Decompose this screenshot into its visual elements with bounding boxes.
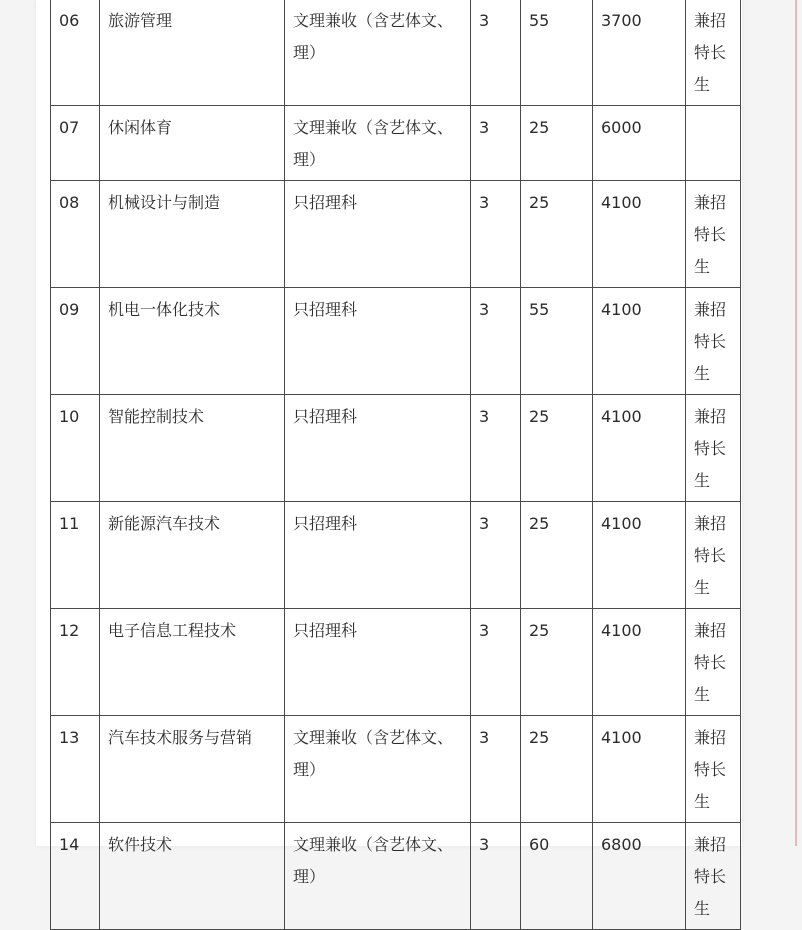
cell-fee: 4100 bbox=[593, 395, 686, 502]
cell-plan: 60 bbox=[521, 823, 593, 930]
cell-no: 08 bbox=[51, 181, 100, 288]
cell-fee: 6800 bbox=[593, 823, 686, 930]
cell-years: 3 bbox=[471, 0, 521, 106]
table-row bbox=[51, 609, 741, 716]
cell-plan: 55 bbox=[521, 288, 593, 395]
cell-plan: 25 bbox=[521, 395, 593, 502]
cell-note bbox=[686, 106, 741, 181]
cell-plan: 25 bbox=[521, 716, 593, 823]
cell-requirement: 只招理科 bbox=[285, 181, 471, 288]
cell-no: 12 bbox=[51, 609, 100, 716]
cell-fee: 6000 bbox=[593, 106, 686, 181]
table-row bbox=[51, 0, 741, 106]
cell-fee: 4100 bbox=[593, 181, 686, 288]
cell-years: 3 bbox=[471, 823, 521, 930]
cell-requirement: 只招理科 bbox=[285, 502, 471, 609]
cell-note: 兼招特长生 bbox=[686, 0, 741, 106]
cell-note: 兼招特长生 bbox=[686, 609, 741, 716]
cell-note: 兼招特长生 bbox=[686, 288, 741, 395]
cell-fee: 3700 bbox=[593, 0, 686, 106]
table-row bbox=[51, 181, 741, 288]
cell-requirement: 文理兼收（含艺体文、理） bbox=[285, 0, 471, 106]
cell-years: 3 bbox=[471, 395, 521, 502]
cell-note: 兼招特长生 bbox=[686, 181, 741, 288]
cell-major: 电子信息工程技术 bbox=[100, 609, 285, 716]
cell-no: 14 bbox=[51, 823, 100, 930]
cell-fee: 4100 bbox=[593, 502, 686, 609]
cell-requirement: 文理兼收（含艺体文、理） bbox=[285, 716, 471, 823]
cell-plan: 55 bbox=[521, 0, 593, 106]
cell-plan: 25 bbox=[521, 181, 593, 288]
cell-requirement: 只招理科 bbox=[285, 288, 471, 395]
cell-major: 旅游管理 bbox=[100, 0, 285, 106]
table-row bbox=[51, 106, 741, 181]
cell-fee: 4100 bbox=[593, 288, 686, 395]
cell-no: 09 bbox=[51, 288, 100, 395]
cell-years: 3 bbox=[471, 106, 521, 181]
cell-no: 13 bbox=[51, 716, 100, 823]
table-row bbox=[51, 395, 741, 502]
cell-no: 10 bbox=[51, 395, 100, 502]
cell-years: 3 bbox=[471, 609, 521, 716]
cell-plan: 25 bbox=[521, 502, 593, 609]
cell-no: 07 bbox=[51, 106, 100, 181]
cell-major: 休闲体育 bbox=[100, 106, 285, 181]
cell-fee: 4100 bbox=[593, 609, 686, 716]
cell-major: 汽车技术服务与营销 bbox=[100, 716, 285, 823]
cell-no: 06 bbox=[51, 0, 100, 106]
cell-requirement: 文理兼收（含艺体文、理） bbox=[285, 823, 471, 930]
cell-years: 3 bbox=[471, 502, 521, 609]
cell-years: 3 bbox=[471, 181, 521, 288]
cell-no: 11 bbox=[51, 502, 100, 609]
cell-note: 兼招特长生 bbox=[686, 502, 741, 609]
cell-major: 软件技术 bbox=[100, 823, 285, 930]
cell-years: 3 bbox=[471, 716, 521, 823]
table-row bbox=[51, 823, 741, 930]
cell-note: 兼招特长生 bbox=[686, 395, 741, 502]
majors-table bbox=[50, 0, 741, 930]
cell-plan: 25 bbox=[521, 106, 593, 181]
cell-major: 机电一体化技术 bbox=[100, 288, 285, 395]
cell-note: 兼招特长生 bbox=[686, 716, 741, 823]
cell-requirement: 只招理科 bbox=[285, 395, 471, 502]
cell-major: 新能源汽车技术 bbox=[100, 502, 285, 609]
cell-years: 3 bbox=[471, 288, 521, 395]
table-row bbox=[51, 288, 741, 395]
table-row bbox=[51, 716, 741, 823]
cell-requirement: 只招理科 bbox=[285, 609, 471, 716]
cell-fee: 4100 bbox=[593, 716, 686, 823]
cell-note: 兼招特长生 bbox=[686, 823, 741, 930]
table-row bbox=[51, 502, 741, 609]
cell-major: 智能控制技术 bbox=[100, 395, 285, 502]
page-edge-line bbox=[795, 0, 797, 846]
cell-plan: 25 bbox=[521, 609, 593, 716]
cell-major: 机械设计与制造 bbox=[100, 181, 285, 288]
cell-requirement: 文理兼收（含艺体文、理） bbox=[285, 106, 471, 181]
